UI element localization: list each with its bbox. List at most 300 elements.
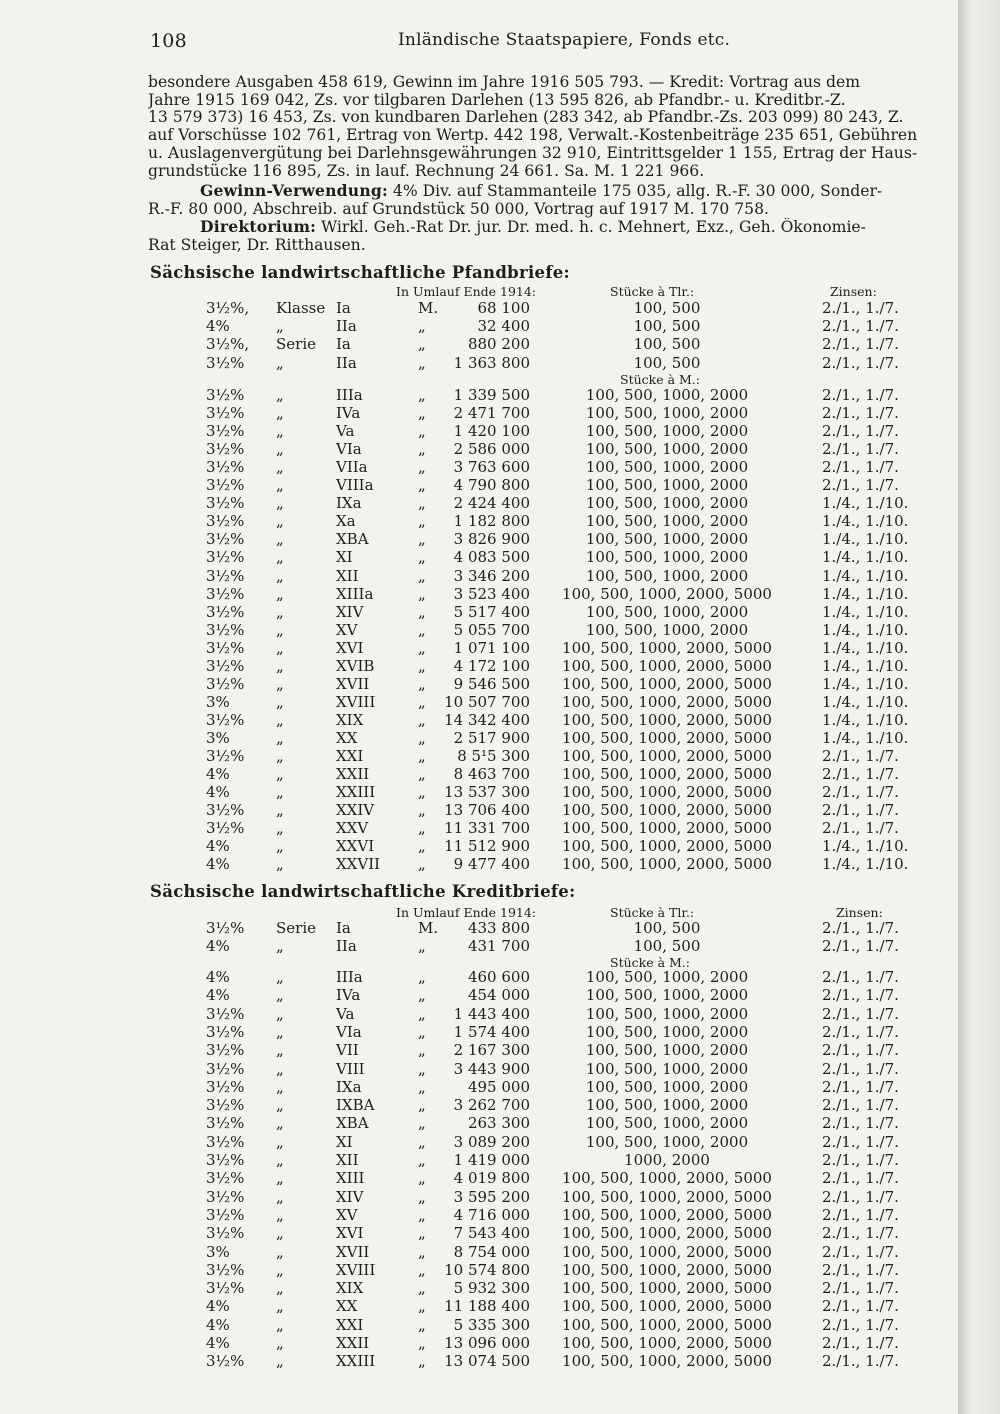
column-header-stuecke-tlr: Stücke à Tlr.: [610, 905, 695, 920]
class-label: „ [276, 1114, 284, 1133]
amount-outstanding: 1 420 100 [453, 422, 530, 441]
interest-rate: 3½% [206, 1352, 245, 1371]
currency: M. [418, 299, 439, 317]
denominations: 100, 500, 1000, 2000, 5000 [562, 783, 772, 802]
table-row [0, 1316, 958, 1334]
denominations: 100, 500, 1000, 2000 [585, 386, 749, 404]
class-label: „ [276, 386, 284, 404]
interest-rate: 3½%, [206, 299, 250, 317]
interest-dates: 2./1., 1./7. [822, 1077, 899, 1096]
table-row [0, 354, 958, 372]
class-label: „ [276, 710, 284, 729]
amount-outstanding: 7 543 400 [453, 1224, 530, 1243]
series-number: Va [336, 422, 355, 441]
interest-rate: 3½% [206, 566, 245, 585]
interest-rate: 3½% [206, 422, 245, 441]
currency: „ [418, 1004, 426, 1023]
class-label: „ [276, 602, 284, 621]
class-label: „ [276, 566, 284, 585]
amount-outstanding: 4 716 000 [453, 1205, 530, 1224]
interest-rate: 3½% [206, 1260, 245, 1279]
series-number: IIIa [336, 968, 363, 986]
series-number: XXV [336, 819, 369, 838]
interest-dates: 1./4., 1./10. [822, 620, 909, 639]
direktorium-text: Wirkl. Geh.-Rat Dr. jur. Dr. med. h. c. Mehnert, Exz., Geh. Ökonomie- [316, 218, 866, 236]
denominations: 100, 500, 1000, 2000, 5000 [562, 728, 772, 747]
series-number: XX [336, 728, 358, 747]
interest-rate: 3½% [206, 440, 245, 459]
series-number: XVI [336, 1224, 364, 1243]
series-number: XXIII [336, 783, 376, 802]
class-label: „ [276, 353, 284, 372]
class-label: „ [276, 1004, 284, 1023]
denominations: 100, 500, 1000, 2000, 5000 [562, 674, 772, 693]
table-row [0, 837, 958, 855]
amount-outstanding: 5 932 300 [453, 1279, 530, 1298]
table-row [0, 386, 958, 404]
interest-dates: 2./1., 1./7. [822, 1315, 899, 1334]
text-line: grundstücke 116 895, Zs. in lauf. Rechnung 24 661. Sa. M. 1 221 966. [148, 162, 705, 180]
currency: „ [418, 1022, 426, 1041]
table-row [0, 729, 958, 747]
currency: „ [418, 968, 426, 986]
series-number: XI [336, 1132, 353, 1151]
interest-dates: 2./1., 1./7. [822, 1041, 899, 1060]
interest-dates: 2./1., 1./7. [822, 1059, 899, 1078]
interest-dates: 2./1., 1./7. [822, 1352, 899, 1371]
series-number: VIa [336, 440, 362, 459]
denominations: 100, 500, 1000, 2000, 5000 [562, 1169, 772, 1188]
class-label: „ [276, 801, 284, 820]
denominations: 100, 500, 1000, 2000 [585, 1077, 749, 1096]
currency: „ [418, 1279, 426, 1298]
interest-dates: 2./1., 1./7. [822, 1004, 899, 1023]
denominations: 100, 500, 1000, 2000 [585, 440, 749, 459]
amount-outstanding: 11 331 700 [444, 819, 530, 838]
interest-rate: 3½% [206, 747, 245, 765]
gewinn-verwendung-paragraph [148, 182, 958, 218]
class-label: „ [276, 638, 284, 657]
series-number: XII [336, 566, 359, 585]
interest-dates: 2./1., 1./7. [822, 1205, 899, 1224]
denominations: 100, 500, 1000, 2000, 5000 [562, 1260, 772, 1279]
amount-outstanding: 880 200 [467, 335, 530, 354]
denominations: 100, 500 [633, 335, 701, 354]
amount-outstanding: 3 346 200 [453, 566, 530, 585]
currency: „ [418, 1297, 426, 1316]
interest-dates: 1./4., 1./10. [822, 548, 909, 567]
text-line: u. Auslagenvergütung bei Darlehnsgewährungen 32 910, Eintrittsgelder 1 155, Ertrag der Haus- [148, 144, 918, 162]
amount-outstanding: 11 512 900 [444, 837, 530, 856]
class-label: „ [276, 819, 284, 838]
class-label: „ [276, 1315, 284, 1334]
table-row [0, 1297, 958, 1315]
series-number: XXI [336, 747, 364, 765]
amount-outstanding: 1 574 400 [453, 1022, 530, 1041]
currency: „ [418, 602, 426, 621]
denominations: 100, 500, 1000, 2000, 5000 [562, 638, 772, 657]
currency: „ [418, 422, 426, 441]
series-number: IIa [336, 353, 357, 372]
denominations: 100, 500, 1000, 2000 [585, 1041, 749, 1060]
series-number: XII [336, 1151, 359, 1169]
series-number: XX [336, 1297, 358, 1316]
denominations: 100, 500, 1000, 2000, 5000 [562, 710, 772, 729]
amount-outstanding: 263 300 [467, 1114, 530, 1133]
table-row [0, 747, 958, 765]
class-label: „ [276, 620, 284, 639]
class-label: „ [276, 855, 284, 874]
interest-rate: 3½% [206, 512, 245, 531]
interest-rate: 3½% [206, 919, 245, 937]
denominations: 100, 500, 1000, 2000 [585, 1022, 749, 1041]
adjacent-page-edge [958, 0, 1000, 1414]
amount-outstanding: 68 100 [477, 299, 530, 317]
currency: „ [418, 710, 426, 729]
currency: „ [418, 1041, 426, 1060]
currency: „ [418, 494, 426, 513]
table-row [0, 317, 958, 335]
table-row [0, 458, 958, 476]
table-row [0, 1352, 958, 1370]
amount-outstanding: 3 523 400 [453, 584, 530, 603]
interest-rate: 3½% [206, 1096, 245, 1115]
class-label: „ [276, 1059, 284, 1078]
class-label: „ [276, 530, 284, 549]
denominations: 100, 500, 1000, 2000 [585, 1096, 749, 1115]
currency: „ [418, 1260, 426, 1279]
currency: „ [418, 1242, 426, 1261]
interest-dates: 2./1., 1./7. [822, 1297, 899, 1316]
table-row [0, 819, 958, 837]
table-row [0, 675, 958, 693]
interest-rate: 3% [206, 1242, 230, 1261]
series-number: VII [336, 1041, 359, 1060]
table-row [0, 639, 958, 657]
kredit-paragraph [148, 74, 958, 180]
table-row [0, 1133, 958, 1151]
currency: „ [418, 317, 426, 336]
amount-outstanding: 495 000 [467, 1077, 530, 1096]
interest-dates: 1./4., 1./10. [822, 855, 909, 874]
currency: „ [418, 1096, 426, 1115]
denominations: 100, 500, 1000, 2000, 5000 [562, 692, 772, 711]
currency: „ [418, 1224, 426, 1243]
amount-outstanding: 2 471 700 [453, 404, 530, 423]
series-number: IVa [336, 404, 361, 423]
denominations: 100, 500, 1000, 2000 [585, 1004, 749, 1023]
denominations: 100, 500, 1000, 2000 [585, 1114, 749, 1133]
denominations: 100, 500, 1000, 2000 [585, 548, 749, 567]
series-number: VIIIa [336, 476, 374, 495]
interest-dates: 1./4., 1./10. [822, 512, 909, 531]
class-label: „ [276, 747, 284, 765]
denominations: 100, 500, 1000, 2000 [585, 494, 749, 513]
interest-rate: 3½% [206, 674, 245, 693]
interest-dates: 2./1., 1./7. [822, 968, 899, 986]
currency: „ [418, 530, 426, 549]
column-header-umlauf: In Umlauf Ende 1914: [396, 284, 537, 299]
series-number: IIa [336, 937, 357, 956]
denominations: 100, 500 [633, 353, 701, 372]
direktorium-label: Direktorium: [200, 218, 317, 236]
currency: „ [418, 353, 426, 372]
table-row [0, 567, 958, 585]
currency: „ [418, 1132, 426, 1151]
class-label: „ [276, 1205, 284, 1224]
series-number: XXII [336, 765, 370, 784]
series-number: IIIa [336, 386, 363, 404]
amount-outstanding: 1 182 800 [453, 512, 530, 531]
interest-dates: 2./1., 1./7. [822, 919, 899, 937]
interest-rate: 3½% [206, 1132, 245, 1151]
interest-rate: 4% [206, 1297, 230, 1316]
class-label: „ [276, 692, 284, 711]
class-label: „ [276, 1279, 284, 1298]
class-label: „ [276, 986, 284, 1005]
interest-rate: 4% [206, 855, 230, 874]
series-number: XVII [336, 1242, 370, 1261]
table-row [0, 1078, 958, 1096]
interest-dates: 2./1., 1./7. [822, 299, 899, 317]
table-row [0, 1041, 958, 1059]
currency: „ [418, 937, 426, 956]
class-label: „ [276, 1352, 284, 1371]
interest-rate: 3% [206, 692, 230, 711]
class-label: „ [276, 404, 284, 423]
currency: „ [418, 386, 426, 404]
interest-rate: 3½% [206, 1022, 245, 1041]
amount-outstanding: 1 363 800 [453, 353, 530, 372]
text-line [148, 218, 958, 237]
table-row [0, 404, 958, 422]
amount-outstanding: 431 700 [467, 937, 530, 956]
amount-outstanding: 8 463 700 [453, 765, 530, 784]
series-number: XVI [336, 638, 364, 657]
amount-outstanding: 13 537 300 [444, 783, 530, 802]
amount-outstanding: 1 419 000 [453, 1151, 530, 1169]
currency: „ [418, 512, 426, 531]
currency: „ [418, 1205, 426, 1224]
currency: „ [418, 837, 426, 856]
gewinn-verwendung-text: 4% Div. auf Stammanteile 175 035, allg. R.-F. 30 000, Sonder- [387, 182, 883, 200]
denominations: 100, 500, 1000, 2000, 5000 [562, 1279, 772, 1298]
interest-rate: 4% [206, 986, 230, 1005]
currency: „ [418, 1114, 426, 1133]
currency: „ [418, 1187, 426, 1206]
currency: „ [418, 1352, 426, 1371]
series-number: XBA [336, 1114, 369, 1133]
class-label: „ [276, 837, 284, 856]
interest-dates: 2./1., 1./7. [822, 317, 899, 336]
table-row [0, 1224, 958, 1242]
column-header-zinsen: Zinsen: [830, 284, 877, 299]
interest-rate: 3½% [206, 1205, 245, 1224]
series-number: XVIB [336, 656, 375, 675]
table-row [0, 1169, 958, 1187]
column-header-stuecke-m: Stücke à M.: [610, 955, 690, 970]
amount-outstanding: 3 826 900 [453, 530, 530, 549]
currency: M. [418, 919, 439, 937]
interest-rate: 4% [206, 1334, 230, 1352]
currency: „ [418, 692, 426, 711]
interest-dates: 2./1., 1./7. [822, 747, 899, 765]
interest-dates: 2./1., 1./7. [822, 1224, 899, 1243]
interest-dates: 2./1., 1./7. [822, 1169, 899, 1188]
table-row [0, 1005, 958, 1023]
interest-rate: 3½% [206, 1114, 245, 1133]
currency: „ [418, 1151, 426, 1169]
series-number: XXIV [336, 801, 375, 820]
class-label: „ [276, 494, 284, 513]
interest-dates: 1./4., 1./10. [822, 728, 909, 747]
amount-outstanding: 5 055 700 [453, 620, 530, 639]
table-row [0, 512, 958, 530]
series-number: IIa [336, 317, 357, 336]
table-row [0, 986, 958, 1004]
class-label: „ [276, 1224, 284, 1243]
amount-outstanding: 10 574 800 [444, 1260, 530, 1279]
interest-rate: 3% [206, 728, 230, 747]
class-label: „ [276, 674, 284, 693]
amount-outstanding: 1 339 500 [453, 386, 530, 404]
denominations: 100, 500, 1000, 2000 [585, 602, 749, 621]
series-number: VIIa [336, 458, 368, 477]
denominations: 100, 500, 1000, 2000 [585, 422, 749, 441]
class-label: Serie [276, 919, 316, 937]
class-label: „ [276, 584, 284, 603]
column-header-stuecke-m: Stücke à M.: [620, 372, 700, 387]
amount-outstanding: 9 477 400 [453, 855, 530, 874]
currency: „ [418, 728, 426, 747]
currency: „ [418, 783, 426, 802]
table-row [0, 1261, 958, 1279]
interest-dates: 1./4., 1./10. [822, 674, 909, 693]
table-row [0, 1114, 958, 1132]
class-label: Klasse [276, 299, 326, 317]
series-number: Ia [336, 299, 351, 317]
class-label: Serie [276, 335, 316, 354]
series-number: XIIIa [336, 584, 374, 603]
interest-rate: 3½% [206, 386, 245, 404]
class-label: „ [276, 765, 284, 784]
interest-dates: 2./1., 1./7. [822, 476, 899, 495]
interest-dates: 2./1., 1./7. [822, 386, 899, 404]
series-number: Ia [336, 335, 351, 354]
class-label: „ [276, 1334, 284, 1352]
series-number: XVIII [336, 692, 376, 711]
amount-outstanding: 1 443 400 [453, 1004, 530, 1023]
class-label: „ [276, 1169, 284, 1188]
denominations: 100, 500, 1000, 2000 [585, 566, 749, 585]
class-label: „ [276, 548, 284, 567]
interest-rate: 3½% [206, 1169, 245, 1188]
interest-rate: 3½% [206, 1004, 245, 1023]
currency: „ [418, 638, 426, 657]
class-label: „ [276, 1096, 284, 1115]
denominations: 100, 500, 1000, 2000 [585, 1132, 749, 1151]
series-number: VIII [336, 1059, 365, 1078]
interest-rate: 3½% [206, 476, 245, 495]
denominations: 100, 500, 1000, 2000, 5000 [562, 1205, 772, 1224]
class-label: „ [276, 728, 284, 747]
denominations: 100, 500, 1000, 2000 [585, 620, 749, 639]
amount-outstanding: 4 083 500 [453, 548, 530, 567]
amount-outstanding: 454 000 [467, 986, 530, 1005]
amount-outstanding: 32 400 [477, 317, 530, 336]
currency: „ [418, 566, 426, 585]
table-row [0, 919, 958, 937]
interest-dates: 1./4., 1./10. [822, 837, 909, 856]
amount-outstanding: 460 600 [467, 968, 530, 986]
denominations: 100, 500, 1000, 2000, 5000 [562, 1224, 772, 1243]
interest-dates: 2./1., 1./7. [822, 1334, 899, 1352]
interest-dates: 2./1., 1./7. [822, 1096, 899, 1115]
interest-rate: 3½% [206, 710, 245, 729]
interest-rate: 3½% [206, 584, 245, 603]
interest-rate: 3½% [206, 1041, 245, 1060]
interest-rate: 3½% [206, 1187, 245, 1206]
table-row [0, 530, 958, 548]
text-line: auf Vorschüsse 102 761, Ertrag von Wertp. 442 198, Verwalt.-Kostenbeiträge 235 651, Gebühren [148, 127, 918, 145]
column-header-umlauf: In Umlauf Ende 1914: [396, 905, 537, 920]
denominations: 100, 500 [633, 937, 701, 956]
pfandbriefe-title: Sächsische landwirtschaftliche Pfandbriefe: [150, 263, 570, 282]
denominations: 100, 500, 1000, 2000 [585, 1059, 749, 1078]
denominations: 100, 500 [633, 317, 701, 336]
amount-outstanding: 2 167 300 [453, 1041, 530, 1060]
table-row [0, 440, 958, 458]
denominations: 100, 500, 1000, 2000 [585, 530, 749, 549]
denominations: 100, 500, 1000, 2000, 5000 [562, 584, 772, 603]
table-row [0, 855, 958, 873]
amount-outstanding: 4 172 100 [453, 656, 530, 675]
interest-dates: 1./4., 1./10. [822, 710, 909, 729]
interest-dates: 2./1., 1./7. [822, 458, 899, 477]
table-row [0, 1060, 958, 1078]
text-line: R.-F. 80 000, Abschreib. auf Grundstück 50 000, Vortrag auf 1917 M. 170 758. [148, 200, 769, 218]
table-row [0, 422, 958, 440]
currency: „ [418, 1077, 426, 1096]
denominations: 100, 500, 1000, 2000 [585, 986, 749, 1005]
interest-rate: 3½%, [206, 335, 250, 354]
table-row [0, 476, 958, 494]
interest-dates: 2./1., 1./7. [822, 1260, 899, 1279]
interest-rate: 3½% [206, 620, 245, 639]
series-number: IXa [336, 1077, 362, 1096]
page-number: 108 [150, 30, 187, 52]
amount-outstanding: 3 443 900 [453, 1059, 530, 1078]
table-row [0, 1334, 958, 1352]
table-row [0, 1188, 958, 1206]
amount-outstanding: 3 763 600 [453, 458, 530, 477]
amount-outstanding: 13 096 000 [444, 1334, 530, 1352]
interest-dates: 2./1., 1./7. [822, 440, 899, 459]
class-label: „ [276, 937, 284, 956]
interest-dates: 2./1., 1./7. [822, 353, 899, 372]
table-row [0, 657, 958, 675]
currency: „ [418, 335, 426, 354]
class-label: „ [276, 1297, 284, 1316]
series-number: XXII [336, 1334, 370, 1352]
denominations: 1000, 2000 [624, 1151, 710, 1169]
interest-rate: 3½% [206, 819, 245, 838]
table-row [0, 1279, 958, 1297]
interest-rate: 3½% [206, 1224, 245, 1243]
class-label: „ [276, 968, 284, 986]
series-number: XIV [336, 1187, 364, 1206]
currency: „ [418, 440, 426, 459]
